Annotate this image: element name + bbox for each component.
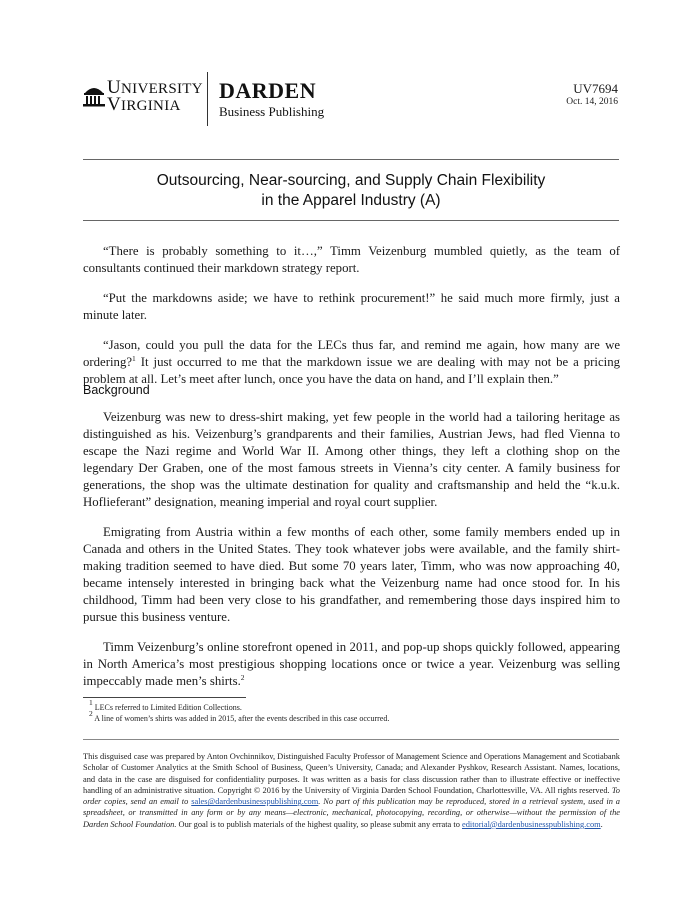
intro-paragraph: “Put the markdowns aside; we have to rethink procurement!” he said much more firmly, just a minute later. <box>83 291 620 322</box>
footnote-ref: 2 <box>240 673 245 682</box>
intro-paragraph: “Jason, could you pull the data for the LECs thus far, and remind me again, how many are we ordering?$^1$ It just occurred to me that the markdown issue we are dealing with may not be a pricing problem at all. Let’s meet after lunch, once you have the data on hand, and I’ll explain then.” <box>83 338 620 386</box>
fine-print-rule <box>83 739 619 740</box>
document-title <box>83 171 619 211</box>
background-section <box>83 409 620 690</box>
body-paragraph: Timm Veizenburg’s online storefront opened in 2011, and pop-up shops quickly followed, appearing in North America’s most prestigious shopping locations once or twice a year. Veizenburg was selling impeccably made men’s shirts.$^2$ <box>83 640 620 688</box>
case-number: UV7694 <box>573 81 618 96</box>
section-heading: Background <box>83 383 150 397</box>
copyright-notice: This disguised case was prepared by Anton Ovchinnikov, Distinguished Faculty Professor of Management Science and Operations Management and Scotiabank Scholar of Customer Analytics at the Smith School of Business, Queen’s University, Canada; and Alexander Pyshkov, Research Assistant. Names, locations, and data in the case are disguised for confidentiality purposes. It was written as a basis for class discussion rather than to illustrate effective or ineffective handling of an administrative situation. Copyright © 2016 by the University of Virginia Darden School Foundation, Charlottesville, VA. All rights reserved. To order copies, send an email to sales@dardenbusinesspublishing.com. No part of this publication may be reproduced, stored in a retrieval system, used in a spreadsheet, or transmitted in any form or by any means—electronic, mechanical, photocopying, recording, or otherwise—without the permission of the Darden School Foundation. Our goal is to publish materials of the highest quality, so please submit any errata to editorial@dardenbusinesspublishing.com. <box>83 752 620 829</box>
intro-paragraph: “There is probably something to it…,” Timm Veizenburg mumbled quietly, as the team of consultants continued their markdown strategy report. <box>83 244 620 275</box>
rotunda-icon <box>83 82 105 108</box>
darden-logo <box>219 80 324 121</box>
body-paragraph: Veizenburg was new to dress-shirt making, yet few people in the world had a tailoring heritage as distinguished as his. Veizenburg’s grandparents and their families, Austrian Jews, had fled Vienna to escape the Nazi regime and World War II. Among other things, they left a clothing shop on the legendary Der Graben, one of the most famous streets in Vienna’s city center. A family business for generations, the shop was the ultimate destination for quality and craftsmanship and held the “k.u.k. Hoflieferant” designation, meaning imperial and royal court supplier. <box>83 410 620 509</box>
case-identifier <box>566 81 618 109</box>
uva-wordmark: UNIVERSITY VIRGINIA <box>107 77 203 115</box>
darden-title: DARDEN <box>219 78 317 103</box>
uva-logo <box>83 77 203 116</box>
logo-divider <box>207 72 208 126</box>
case-date: Oct. 14, 2016 <box>566 97 618 107</box>
darden-subtitle: Business Publishing <box>219 104 325 119</box>
footnote: 1 LECs referred to Limited Edition Collections. <box>89 698 242 712</box>
title-line-2: in the Apparel Industry (A) <box>261 192 441 209</box>
title-line-1: Outsourcing, Near-sourcing, and Supply Chain Flexibility <box>156 172 546 189</box>
intro-section <box>83 243 620 388</box>
footnote-ref: 1 <box>132 354 136 363</box>
footnote: 2 A line of women’s shirts was added in 2015, after the events described in this case occurred. <box>89 709 390 723</box>
footnote-rule <box>83 697 246 698</box>
title-rule-bottom <box>83 220 619 221</box>
errata-email-link[interactable]: editorial@dardenbusinesspublishing.com <box>461 819 601 829</box>
body-paragraph: Emigrating from Austria within a few months of each other, some family members ended up in Canada and others in the United States. They took whatever jobs were available, and the family shirt-making tradition seemed to have died. But some 70 years later, Timm, who was now approaching 40, became intensely interested in bringing back what the Veizenburg name had once stood for. In his childhood, Timm had been very close to his grandfather, and remembering those days inspired him to pursue this business venture. <box>83 525 620 624</box>
sales-email-link[interactable]: sales@dardenbusinesspublishing.com <box>191 797 319 807</box>
title-rule-top <box>83 159 619 160</box>
